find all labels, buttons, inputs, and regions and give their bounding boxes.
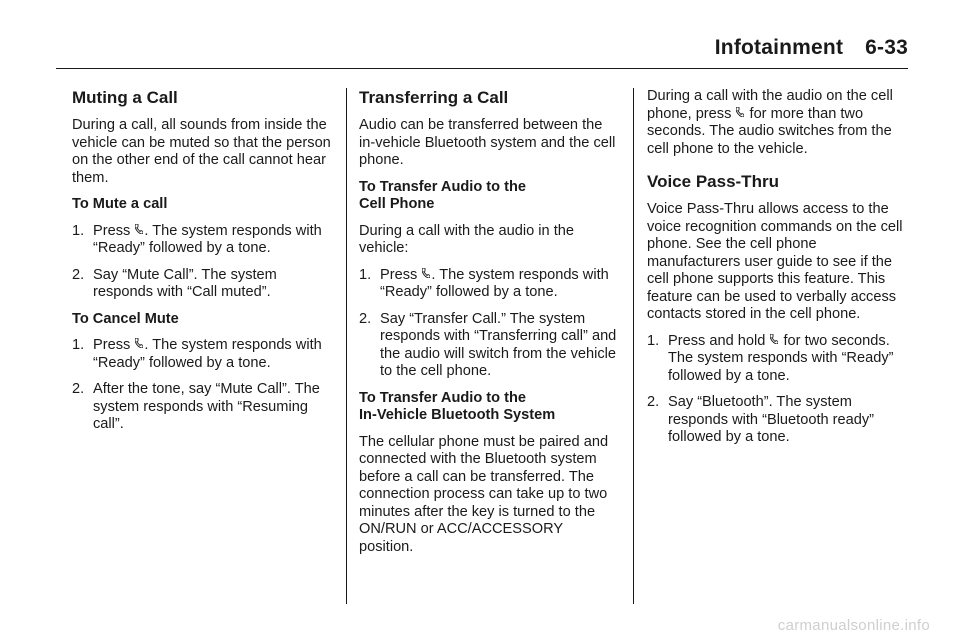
phone-icon: [422, 268, 430, 278]
to-phone-title: To Transfer Audio to the Cell Phone: [359, 178, 527, 212]
to-bluetooth-text: The cellular phone must be paired and connected with the Bluetooth system before a call can be transferred. The connection process can take up to two minutes after the key is turned to the ON/RUN or ACC/ACCESSORY position.: [359, 433, 609, 555]
phone-icon: [736, 107, 744, 117]
list-item: 1. Press . The system responds with “Ready” followed by a tone.: [72, 337, 322, 371]
list-item: 2. Say “Bluetooth”. The system responds with “Bluetooth ready” followed by a tone.: [647, 394, 875, 445]
transfer-to-vehicle-text: During a call with the audio on the cell phone, press for more than two seconds. The audio switches from the cell phone to the vehicle.: [647, 88, 893, 157]
list-item: 2. Say “Mute Call”. The system responds with “Call muted”.: [72, 266, 277, 300]
list-item: 2. After the tone, say “Mute Call”. The system responds with “Resuming call”.: [72, 381, 320, 432]
to-bluetooth-title: To Transfer Audio to the In-Vehicle Bluetooth System: [359, 389, 556, 423]
phone-icon: [135, 224, 143, 234]
page-header: [715, 36, 908, 60]
mute-title: To Mute a call: [72, 196, 168, 212]
column-2: [359, 88, 621, 565]
list-item: 1. Press and hold for two seconds. The system responds with “Ready” followed by a tone.: [647, 332, 894, 384]
phone-icon: [770, 334, 778, 344]
column-divider-1: [346, 88, 347, 604]
transferring-intro: Audio can be transferred between the in-vehicle Bluetooth system and the cell phone.: [359, 117, 616, 168]
voice-pass-thru-heading: Voice Pass-Thru: [647, 172, 779, 191]
muting-heading: Muting a Call: [72, 88, 178, 107]
list-item: 1. Press . The system responds with “Ready” followed by a tone.: [359, 266, 609, 300]
header-rule: [56, 68, 908, 69]
column-divider-2: [633, 88, 634, 604]
cancel-title: To Cancel Mute: [72, 310, 179, 327]
transferring-heading: Transferring a Call: [359, 88, 509, 107]
list-item: 2. Say “Transfer Call.” The system responds with “Transferring call” and the audio will switch from the vehicle to the cell phone.: [359, 310, 617, 379]
column-3: [647, 88, 909, 456]
watermark: carmanualsonline.info: [777, 617, 930, 634]
muting-intro: During a call, all sounds from inside the vehicle can be muted so that the person on the other end of the call cannot hear them.: [72, 117, 331, 186]
page-number: 6-33: [865, 36, 908, 59]
voice-pass-thru-intro: Voice Pass-Thru allows access to the voice recognition commands on the cell phone. See the cell phone manufacturers user guide to see if the cell phone supports this feature. This feature can be used to verbally access contacts stored in the cell phone.: [647, 201, 903, 322]
section-title: Infotainment: [714, 36, 844, 59]
to-phone-intro: During a call with the audio in the vehicle:: [359, 222, 574, 256]
phone-icon: [135, 338, 143, 348]
list-item: 1. Press . The system responds with “Ready” followed by a tone.: [72, 222, 322, 256]
column-1: [72, 88, 334, 443]
